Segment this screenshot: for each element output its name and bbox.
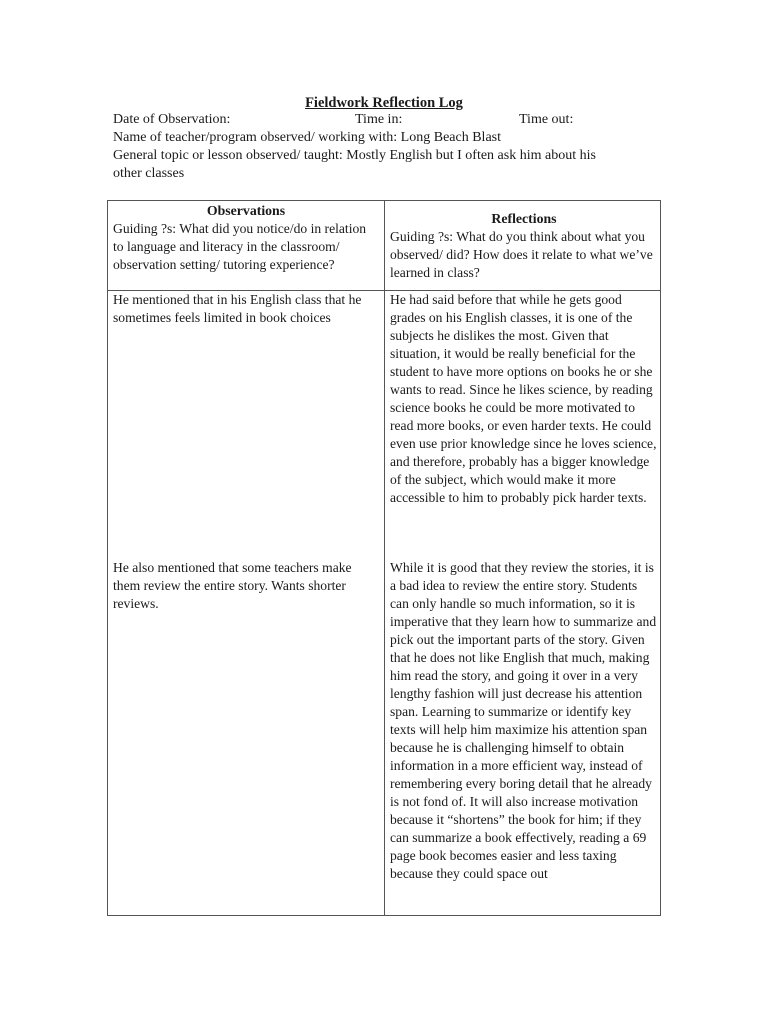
observations-prompt: Guiding ?s: What did you notice/do in relation to language and literacy in the classroom/ observation setting/ tutoring experience? [113,221,367,272]
document-title: Fieldwork Reflection Log [305,95,463,111]
observation-cell-2: He also mentioned that some teachers make them review the entire story. Wants shorter reviews. [113,560,352,611]
observation-times-line [113,111,574,129]
reflections-prompt: Guiding ?s: What do you think about what you observed/ did? How does it relate to what we’ve learned in class? [390,229,653,280]
observations-header-cell [113,202,379,274]
date-of-observation-label: Date of Observation: [113,112,231,127]
time-in-label: Time in: [355,112,403,127]
reflection-cell-2: While it is good that they review the stories, it is a bad idea to review the entire story. Students can only handle so much information, so it is imperative that they learn how to summarize and pick out the important parts of the story. Given that he does not like English that much, making him read the story, and going it over in a very lengthy fashion will just decrease his attention span. Learning to summarize or identify key texts will help him maximize his attention span because he is challenging himself to obtain information in a more efficient way, instead of remembering every boring detail that he already is not fond of. It will also increase motivation because it “shortens” the book for him; if they can summarize a book effectively, reading a 69 page book becomes easier and less taxing because they could space out [390,560,657,881]
topic-line-2: other classes [113,166,185,181]
observation-cell-1: He mentioned that in his English class that he sometimes feels limited in book choices [113,292,362,325]
reflection-table [107,200,661,916]
teacher-line: Name of teacher/program observed/ working with: Long Beach Blast [113,130,501,145]
observations-header: Observations [206,203,286,218]
topic-line-1: General topic or lesson observed/ taught: Mostly English but I often ask him about his [113,148,596,163]
reflections-header: Reflections [491,211,557,226]
reflections-header-cell [390,210,658,282]
time-out-label: Time out: [519,112,574,127]
reflection-cell-1: He had said before that while he gets good grades on his English classes, it is one of the subjects he dislikes the most. Given that situation, it would be really beneficial for the student to have more options on books he or she wants to read. Since he likes science, by reading science books he could be more motivated to read more books, or even harder texts. He could even use prior knowledge since he loves science, and therefore, probably has a bigger knowledge of the subject, which would make it more accessible to him to probably pick harder texts. [390,292,657,505]
column-divider [384,201,385,915]
